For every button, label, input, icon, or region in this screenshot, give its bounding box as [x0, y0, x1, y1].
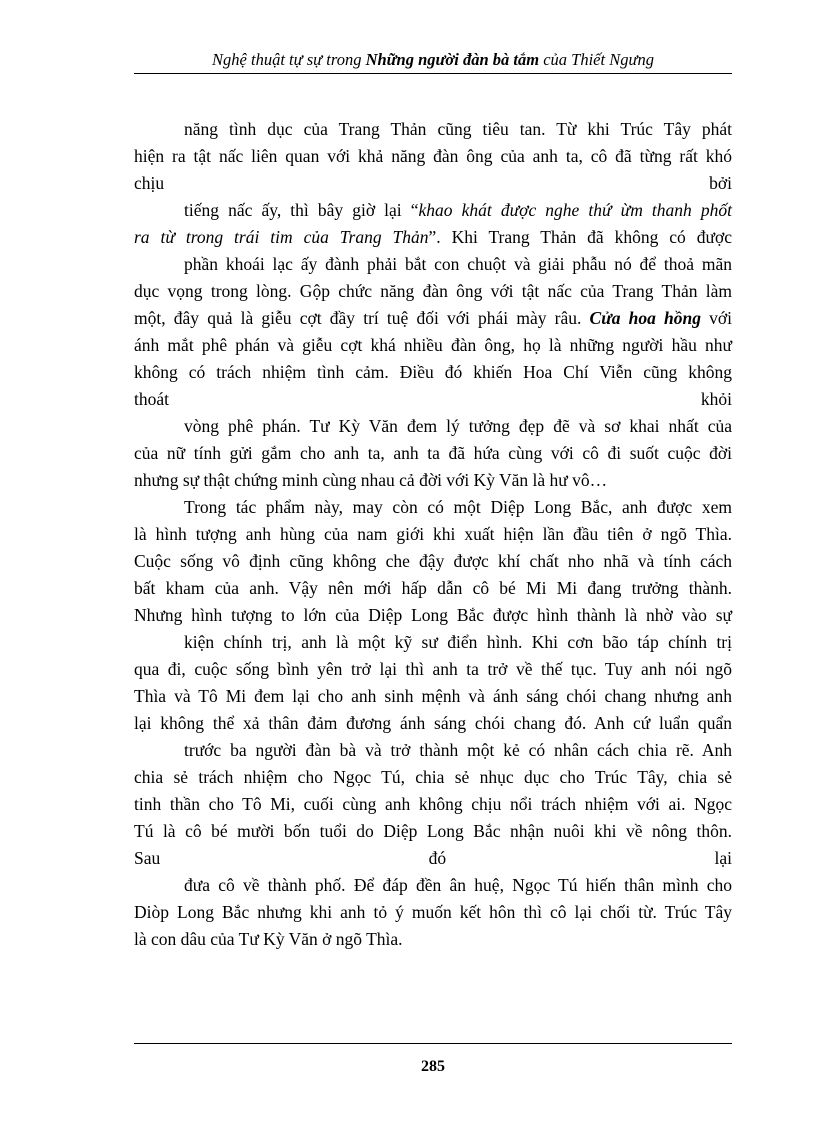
text-line: Diòp Long Bắc nhưng khi anh tỏ ý muốn kết hôn thì cô lại chối từ. Trúc Tây	[134, 902, 732, 922]
text-line: nhưng sự thật chứng minh cùng nhau cả đời với Kỳ Văn là hư vô…	[134, 470, 608, 490]
text-line: tinh thần cho Tô Mi, cuối cùng anh không chịu nổi trách nhiệm với ai. Ngọc	[134, 794, 732, 814]
text-line: kiện chính trị, anh là một kỹ sư điển hình. Khi cơn bão táp chính trị	[184, 632, 732, 652]
text-fragment: bởi	[709, 173, 732, 193]
text-fragment: lại	[714, 848, 732, 868]
header-prefix: Nghệ thuật tự sự trong	[212, 50, 366, 69]
text-line: dục vọng trong lòng. Gộp chức năng đàn ông với tật nấc của Trang Thản làm	[134, 281, 732, 301]
text-fragment: tiếng nấc ấy, thì bây giờ lại “	[184, 200, 419, 220]
text-line: ánh mắt phê phán và giễu cợt khá nhiều đàn ông, họ là những người hầu như	[134, 335, 732, 355]
text-line: không có trách nhiệm tình cảm. Điều đó khiến Hoa Chí Viễn cũng không	[134, 362, 732, 382]
header-suffix: của Thiết Ngưng	[539, 50, 654, 69]
text-line	[134, 197, 732, 224]
text-line: là con dâu của Tư Kỳ Văn ở ngõ Thìa.	[134, 929, 403, 949]
text-line	[134, 170, 732, 197]
quoted-phrase-cont: ra từ trong trái tim của Trang Thản	[134, 227, 429, 247]
text-fragment: ”. Khi Trang Thản đã không có được	[428, 227, 732, 247]
text-fragment: khỏi	[700, 389, 732, 409]
footer-rule	[134, 1043, 732, 1044]
text-fragment: thoát	[134, 389, 169, 409]
text-line: qua đi, cuộc sống bình yên trở lại thì anh ta trở về thế tục. Tuy anh nói ngõ	[134, 659, 732, 679]
text-line: bất kham của anh. Vậy nên mới hấp dẫn cô bé Mi Mi đang trưởng thành.	[134, 578, 732, 598]
text-line: trước ba người đàn bà và trở thành một kẻ có nhân cách chia rẽ. Anh	[184, 740, 732, 760]
text-fragment: Sau	[134, 848, 161, 868]
text-line: của nữ tính gửi gắm cho anh ta, anh ta đã hứa cùng với cô đi suốt cuộc đời	[134, 443, 732, 463]
text-line	[134, 845, 732, 872]
text-line: Nhưng hình tượng to lớn của Diệp Long Bắc được hình thành là nhờ vào sự	[134, 605, 732, 625]
text-fragment: đó	[428, 848, 447, 868]
running-header	[134, 50, 732, 70]
work-title: Cửa hoa hồng	[589, 308, 701, 328]
text-line: lại không thể xả thân đảm đương ánh sáng chói chang đó. Anh cứ luẩn quẩn	[134, 713, 732, 733]
header-rule	[134, 73, 732, 74]
page-number: 285	[421, 1058, 445, 1075]
text-line	[134, 224, 732, 251]
text-line: là hình tượng anh hùng của nam giới khi xuất hiện lần đầu tiên ở ngõ Thìa.	[134, 524, 732, 544]
text-line	[134, 305, 732, 332]
text-fragment: chịu	[134, 173, 165, 193]
text-line: Cuộc sống vô định cũng không che đậy được khí chất nho nhã và tính cách	[134, 551, 732, 571]
header-book-title: Những người đàn bà tắm	[365, 50, 540, 69]
text-line: hiện ra tật nấc liên quan với khả năng đàn ông của anh ta, cô đã từng rất khó	[134, 146, 732, 166]
text-line: chia sẻ trách nhiệm cho Ngọc Tú, chia sẻ nhục dục cho Trúc Tây, chia sẻ	[134, 767, 732, 787]
quoted-phrase: khao khát được nghe thứ ừm thanh phốt	[418, 200, 732, 220]
text-line: năng tình dục của Trang Thản cũng tiêu tan. Từ khi Trúc Tây phát	[184, 119, 732, 139]
body-text	[134, 116, 732, 953]
text-line: Tú là cô bé mười bốn tuổi do Diệp Long Bắc nhận nuôi khi về nông thôn.	[134, 821, 732, 841]
text-line: Thìa và Tô Mi đem lại cho anh sinh mệnh và ánh sáng chói chang nhưng anh	[134, 686, 732, 706]
text-line: vòng phê phán. Tư Kỳ Văn đem lý tưởng đẹp đẽ và sơ khai nhất của	[184, 416, 732, 436]
text-fragment: một, đây quả là giễu cợt đầy trí tuệ đối với phái mày râu.	[134, 308, 582, 328]
text-fragment: với	[700, 308, 733, 328]
text-line	[134, 386, 732, 413]
text-line: phần khoái lạc ấy đành phải bắt con chuột và giải phẫu nó để thoả mãn	[184, 254, 732, 274]
text-line: Trong tác phẩm này, may còn có một Diệp Long Bắc, anh được xem	[184, 497, 732, 517]
text-line: đưa cô về thành phố. Để đáp đền ân huệ, Ngọc Tú hiến thân mình cho	[184, 875, 732, 895]
